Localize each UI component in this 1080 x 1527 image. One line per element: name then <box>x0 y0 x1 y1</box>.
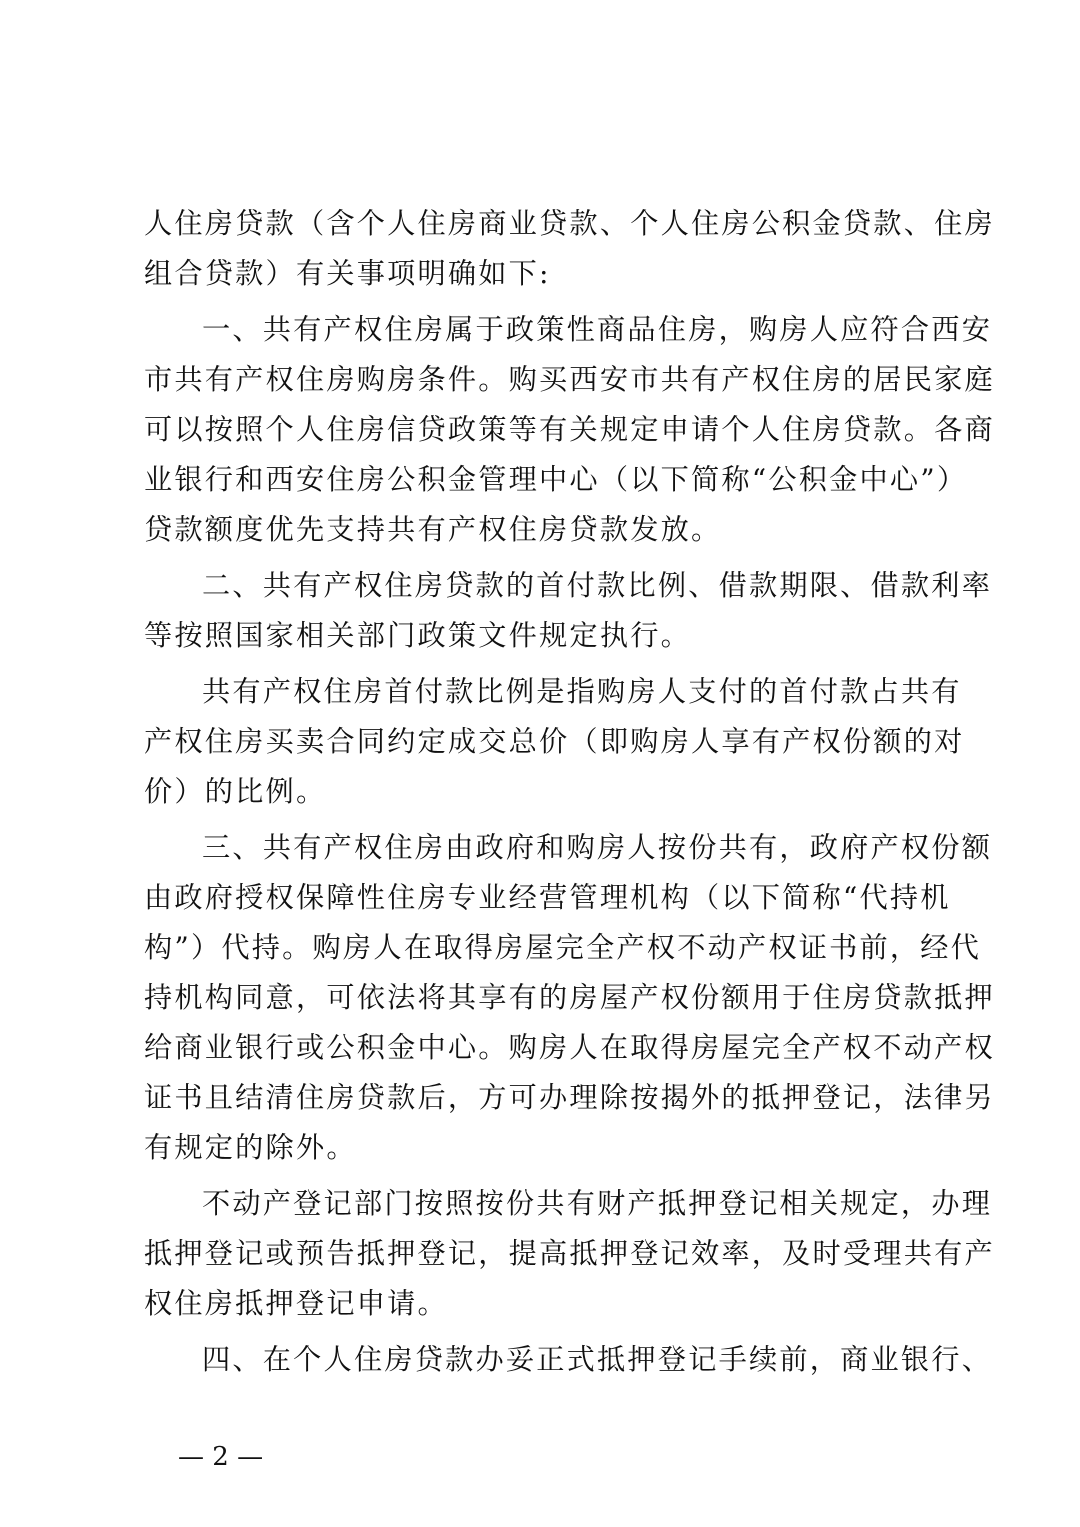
paragraph-5-line: 不动产登记部门按照按份共有财产抵押登记相关规定，办理 <box>202 1187 993 1220</box>
text-line: 抵押登记或预告抵押登记，提高抵押登记效率，及时受理共有产 <box>144 1237 995 1270</box>
document-body <box>144 199 995 1385</box>
text-line: 等按照国家相关部门政策文件规定执行。 <box>144 619 691 652</box>
paragraph-3-line: 共有产权住房首付款比例是指购房人支付的首付款占共有 <box>202 675 962 708</box>
text-line: 给商业银行或公积金中心。购房人在取得房屋完全产权不动产权 <box>144 1031 995 1064</box>
text-line: 构”）代持。购房人在取得房屋完全产权不动产权证书前，经代 <box>144 931 982 964</box>
text-line: 证书且结清住房贷款后，方可办理除按揭外的抵押登记，法律另 <box>144 1081 995 1114</box>
text-line: 由政府授权保障性住房专业经营管理机构（以下简称“代持机 <box>144 881 951 914</box>
paragraph-1-line: 一、共有产权住房属于政策性商品住房，购房人应符合西安 <box>202 313 993 346</box>
text-line: 组合贷款）有关事项明确如下: <box>144 257 551 290</box>
text-line: 市共有产权住房购房条件。购买西安市共有产权住房的居民家庭 <box>144 363 995 396</box>
text-line: 有规定的除外。 <box>144 1131 357 1164</box>
text-line: 持机构同意，可依法将其享有的房屋产权份额用于住房贷款抵押 <box>144 981 995 1014</box>
text-line: 价）的比例。 <box>144 775 327 808</box>
text-line: 贷款额度优先支持共有产权住房贷款发放。 <box>144 513 722 546</box>
text-line: 业银行和西安住房公积金管理中心（以下简称“公积金中心”） <box>144 463 968 496</box>
text-line: 可以按照个人住房信贷政策等有关规定申请个人住房贷款。各商 <box>144 413 995 446</box>
paragraph-2-line: 二、共有产权住房贷款的首付款比例、借款期限、借款利率 <box>202 569 993 602</box>
text-line: 产权住房买卖合同约定成交总价（即购房人享有产权份额的对 <box>144 725 965 758</box>
paragraph-4-line: 三、共有产权住房由政府和购房人按份共有，政府产权份额 <box>202 831 993 864</box>
text-line: 人住房贷款（含个人住房商业贷款、个人住房公积金贷款、住房 <box>144 207 995 240</box>
paragraph-6-line: 四、在个人住房贷款办妥正式抵押登记手续前，商业银行、 <box>202 1343 993 1376</box>
page-number: — 2 — <box>178 1442 264 1472</box>
text-line: 权住房抵押登记申请。 <box>144 1287 448 1320</box>
